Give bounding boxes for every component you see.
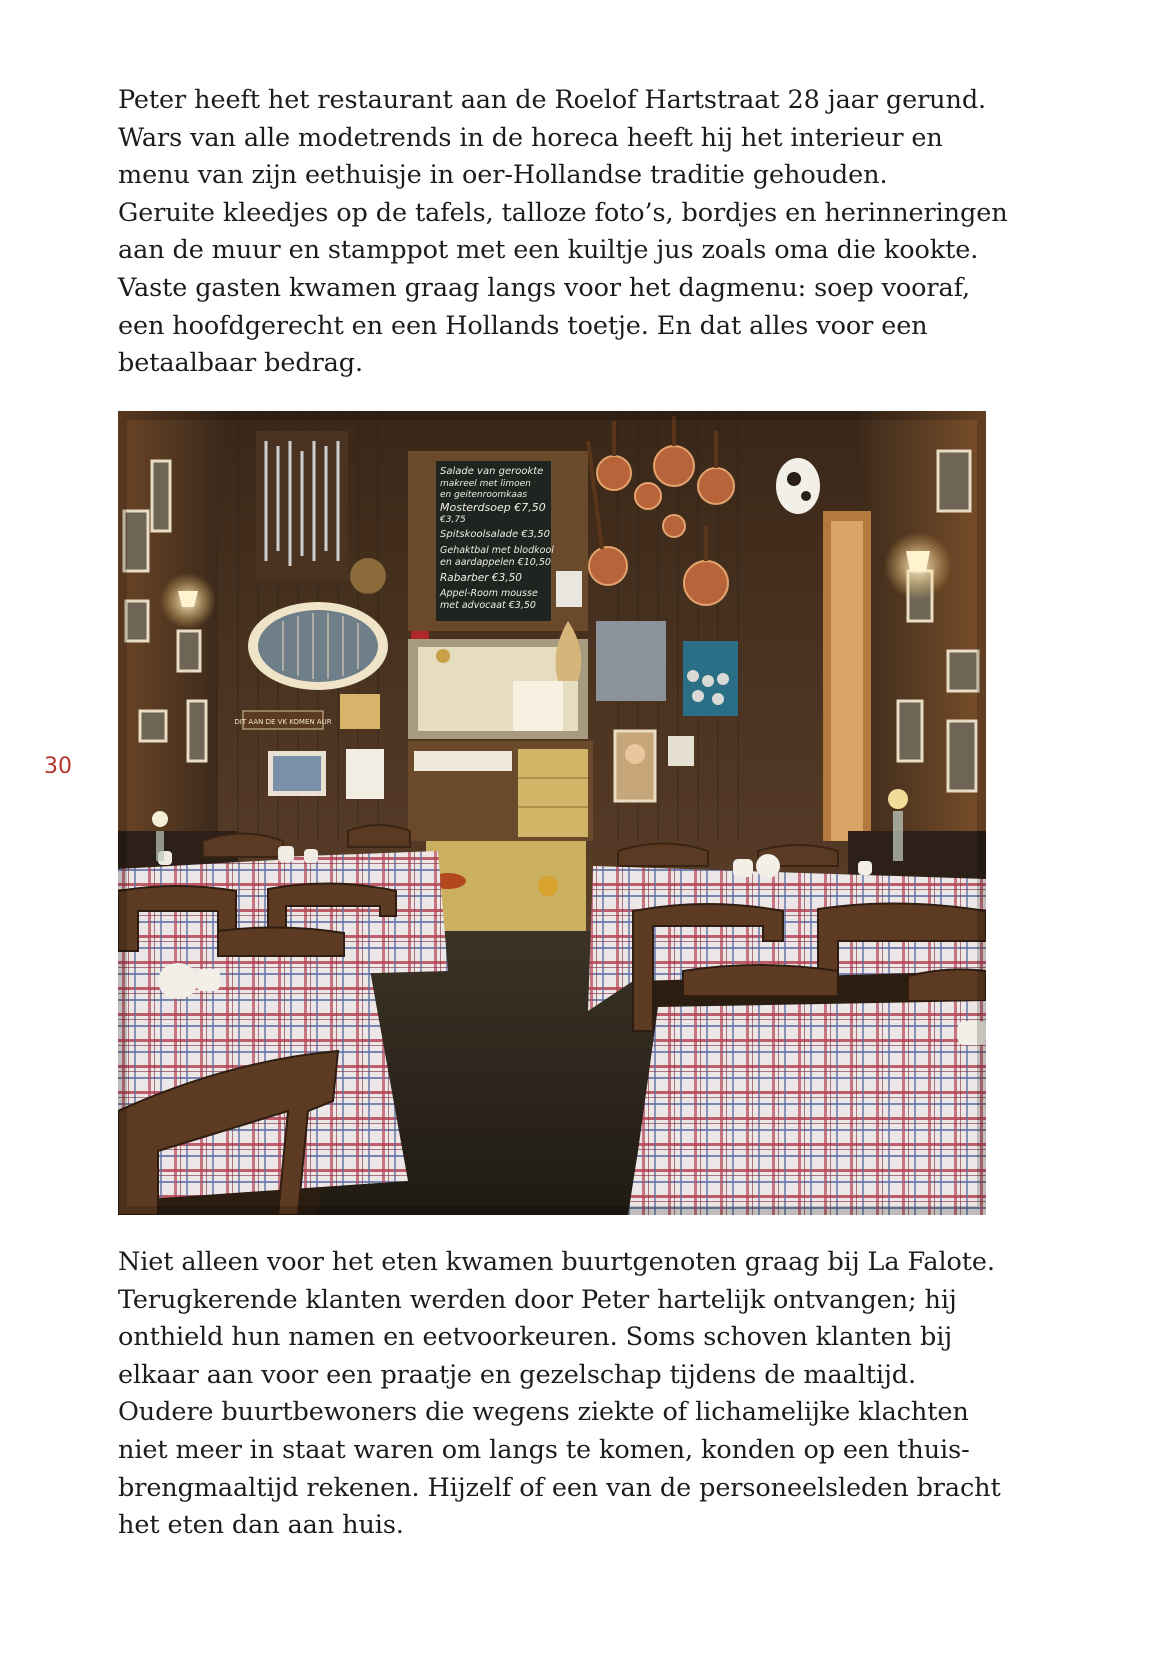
body-paragraph-intro [118,82,1018,383]
chalkboard-line: Spitskoolsalade €3,50 [440,529,550,540]
chalkboard-line: makreel met limoen [440,479,531,489]
text-line: een hoofdgerecht en een Hollands toetje. En dat alles voor een [118,310,928,341]
text-line: het eten dan aan huis. [118,1510,404,1541]
text-line: aan de muur en stamppot met een kuiltje jus zoals oma die kookte. [118,235,979,266]
text-line: Terugkerende klanten werden door Peter hartelijk ontvangen; hij [118,1284,957,1315]
page-number: 30 [44,754,72,779]
wall-sign-text: DIT AAN DE VK KOMEN AUR [234,718,332,726]
chalkboard-line: Appel-Room mousse [440,588,538,599]
text-line: elkaar aan voor een praatje en gezelschap tijdens de maaltijd. [118,1359,916,1390]
chalkboard-line: en aardappelen €10,50 [440,557,551,568]
chalkboard-line: Rabarber €3,50 [440,572,522,584]
chalkboard-line: Salade van gerookte [440,466,544,477]
text-line: betaalbaar bedrag. [118,348,364,379]
text-line: niet meer in staat waren om langs te komen, konden op een thuis- [118,1434,970,1465]
chalkboard-line: met advocaat €3,50 [440,600,536,611]
text-line: menu van zijn eethuisje in oer-Hollandse traditie gehouden. [118,160,888,191]
text-line: brengmaaltijd rekenen. Hijzelf of een van de personeelsleden bracht [118,1472,1001,1503]
chalkboard-line: Mosterdsoep €7,50 [440,501,546,514]
chalkboard-line: en geitenroomkaas [440,490,528,500]
text-line: Geruite kleedjes op de tafels, talloze foto’s, bordjes en herinneringen [118,197,1008,228]
chalkboard-line: Gehaktbal met blodkool [440,545,554,556]
text-line: Peter heeft het restaurant aan de Roelof Hartstraat 28 jaar gerund. [118,85,987,115]
text-line: Wars van alle modetrends in de horeca heeft hij het interieur en [118,122,943,153]
text-line: onthield hun namen en eetvoorkeuren. Soms schoven klanten bij [118,1322,953,1353]
text-line: Vaste gasten kwamen graag langs voor het dagmenu: soep vooraf, [118,272,971,303]
body-paragraph-customers [118,1244,1018,1545]
text-line: Niet alleen voor het eten kwamen buurtgenoten graag bij La Falote. [118,1247,995,1277]
text-line: Oudere buurtbewoners die wegens ziekte of lichamelijke klachten [118,1397,969,1428]
restaurant-interior-photo [118,411,986,1215]
chalkboard-line: €3,75 [440,515,466,525]
